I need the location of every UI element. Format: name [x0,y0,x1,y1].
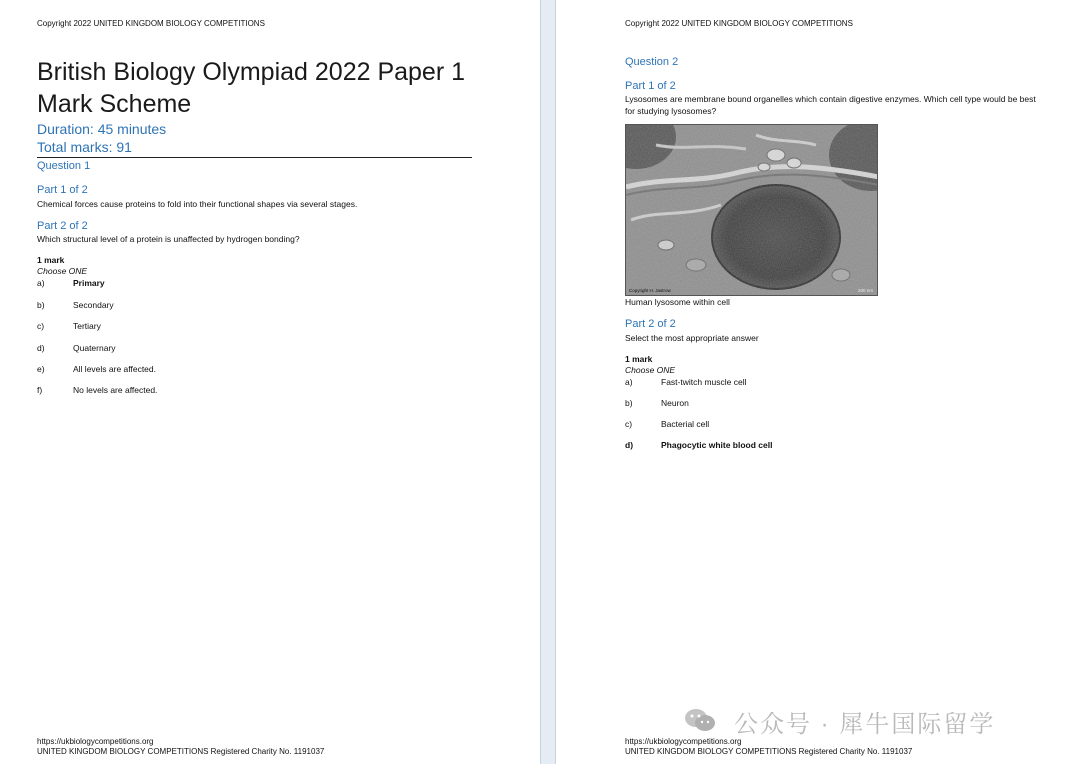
duration-text: Duration: 45 minutes [37,121,167,137]
option-letter: f) [37,385,43,395]
option-d-text: Quaternary [73,343,116,353]
option-letter: d) [37,343,45,353]
choose-label: Choose ONE [37,266,88,276]
option-c-text: Bacterial cell [661,419,710,429]
page-gutter [540,0,556,764]
title-divider [37,157,472,158]
choose-label: Choose ONE [625,365,676,375]
option-letter: c) [625,419,633,429]
marks-label: 1 mark [37,255,65,265]
right-page [556,0,1080,764]
option-b-text: Secondary [73,300,114,310]
figure-scale-label: 200 nm [858,288,874,293]
q1-part1-label: Part 1 of 2 [37,184,88,196]
figure-caption: Human lysosome within cell [625,297,730,307]
lysosome-micrograph [625,124,878,296]
footer-charity: UNITED KINGDOM BIOLOGY COMPETITIONS Registered Charity No. 1191037 [37,747,325,756]
option-letter: c) [37,321,45,331]
q2-part1-text-line1: Lysosomes are membrane bound organelles which contain digestive enzymes. Which cell type would be best [625,94,1036,104]
option-letter: a) [37,278,45,288]
q2-part1-label: Part 1 of 2 [625,80,676,92]
option-letter: e) [37,364,45,374]
figure-credit: Copyright H. Jastrow [629,288,671,293]
footer-url[interactable]: https://ukbiologycompetitions.org [37,737,154,746]
total-marks-text: Total marks: 91 [37,139,132,155]
question-1-label: Question 1 [37,160,91,172]
footer-url[interactable]: https://ukbiologycompetitions.org [625,737,742,746]
question-2-label: Question 2 [625,56,679,68]
footer-charity: UNITED KINGDOM BIOLOGY COMPETITIONS Registered Charity No. 1191037 [625,747,913,756]
marks-label: 1 mark [625,354,653,364]
option-a-text: Primary [73,278,105,288]
q2-part2-text: Select the most appropriate answer [625,333,759,343]
watermark-text: 公众号 · 犀牛国际留学 [734,711,996,738]
option-d-text: Phagocytic white blood cell [661,440,773,450]
option-letter: b) [37,300,45,310]
option-c-text: Tertiary [73,321,101,331]
option-letter: d) [625,440,634,450]
page-header: Copyright 2022 UNITED KINGDOM BIOLOGY COMPETITIONS [37,19,265,28]
option-f-text: No levels are affected. [73,385,158,395]
option-letter: b) [625,398,633,408]
q1-part2-label: Part 2 of 2 [37,220,88,232]
document-title: British Biology Olympiad 2022 Paper 1 Mark Scheme [37,58,466,118]
page-header: Copyright 2022 UNITED KINGDOM BIOLOGY COMPETITIONS [625,19,853,28]
q1-part1-text: Chemical forces cause proteins to fold into their functional shapes via several stages. [37,199,358,209]
q2-part1-text-line2: for studying lysosomes? [625,106,717,116]
option-a-text: Fast-twitch muscle cell [661,377,747,387]
wechat-icon [684,707,716,733]
option-letter: a) [625,377,633,387]
q2-part2-label: Part 2 of 2 [625,318,676,330]
q1-part2-text: Which structural level of a protein is unaffected by hydrogen bonding? [37,234,300,244]
option-b-text: Neuron [661,398,689,408]
option-e-text: All levels are affected. [73,364,156,374]
